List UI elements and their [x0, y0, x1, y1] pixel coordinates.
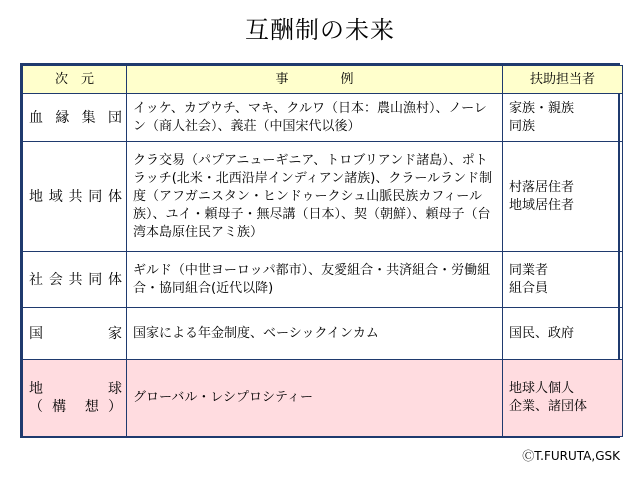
header-dimension: 次 元 [23, 66, 127, 94]
providers-cell: 村落居住者 地域居住者 [503, 142, 623, 252]
table-row-highlight [23, 360, 623, 437]
providers-cell: 国民、政府 [503, 308, 623, 360]
dimension-label: 地 球 [29, 381, 122, 397]
header-examples: 事 例 [127, 66, 503, 94]
table-header-row [23, 66, 623, 94]
copyright-notice: ⒸT.FURUTA,GSK [522, 449, 620, 463]
dimension-cell: 国 家 [23, 308, 127, 360]
dimension-cell [23, 360, 127, 437]
table-row [23, 252, 623, 308]
table-row [23, 308, 623, 360]
examples-cell: クラ交易（パプアニューギニア、トロブリアンド諸島）、ポトラッチ(北米・北西沿岸インディアン諸族)、クラールランド制度（アフガニスタン・ヒンドゥークシュ山脈民族カフィール族）、ユイ・頼母子・無尽講（日本）、契（朝鮮）、頼母子（台湾本島原住民アミ族） [127, 142, 503, 252]
examples-cell: 国家による年金制度、ベーシックインカム [127, 308, 503, 360]
table-row [23, 94, 623, 142]
providers-cell: 同業者 組合員 [503, 252, 623, 308]
providers-cell: 家族・親族 同族 [503, 94, 623, 142]
examples-cell: ギルド（中世ヨーロッパ都市）、友愛組合・共済組合・労働組合・協同組合(近代以降) [127, 252, 503, 308]
providers-cell: 地球人個人 企業、諸団体 [503, 360, 623, 437]
page-title: 互酬制の未来 [245, 16, 395, 44]
dimension-cell: 血縁集団 [23, 94, 127, 142]
dimension-cell: 地域共同体 [23, 142, 127, 252]
examples-cell: イッケ、カブウチ、マキ、クルワ（日本：農山漁村）、ノーレン（商人社会）、義荘（中国宋代以後） [127, 94, 503, 142]
reciprocity-table [20, 63, 620, 438]
examples-cell: グローバル・レシプロシティー [127, 360, 503, 437]
dimension-cell: 社会共同体 [23, 252, 127, 308]
dimension-note: （ 構 想 ） [29, 399, 122, 415]
table-row [23, 142, 623, 252]
header-providers: 扶助担当者 [503, 66, 623, 94]
